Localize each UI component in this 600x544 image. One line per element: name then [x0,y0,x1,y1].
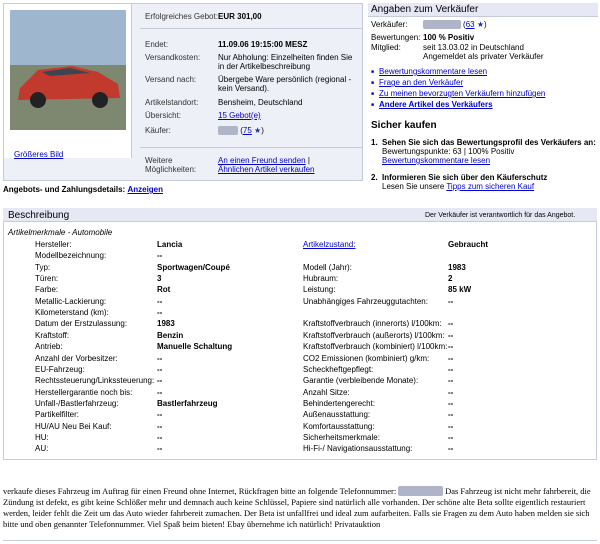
attribute-label: Unabhängiges Fahrzeuggutachten: [303,296,428,306]
description-text: verkaufe dieses Fahrzeug im Auftrag für einen Freund ohne Internet, Rückfragen bitte an folgende Telefonnummer: Das Fahrzeug ist nicht mehr fahrbereit, die Zündung ist defekt, es gibt keine Schlößer mehr und demnach auch keine Schlüssel, Papiere sind natürlich alle vorhanden. Der schöne alte Beta sollte eigentlich restauriert werden, leider fehlt die Zeit um das Auto wieder fahrbereit zumachen. Der Beta ist unfallfrei und ideal zum aufarbeiten. Falls sie Fragen zu dem Auto haben melden sie sich bitte und oben genannter Telefonnummer. Viel Spaß beim bieten! Ebay übernehme ich natürlich! Privatauktion [3,486,591,529]
attribute-value: -- [157,353,163,363]
attribute-label: Kraftstoffverbrauch (kombiniert) l/100km: [303,342,448,352]
star-icon: ★ [476,20,484,29]
attribute-label: Garantie (verbleibende Monate): [303,376,419,386]
attribute-label: Kilometerstand (km): [35,308,109,318]
attribute-label: Partikelfilter: [35,410,80,420]
attribute-value: -- [448,330,454,340]
buyer-name-link[interactable] [218,126,238,135]
attribute-label: Typ: [35,262,51,272]
attribute-value: Bastlerfahrzeug [157,398,218,408]
divider [140,147,362,148]
attribute-label: Türen: [35,274,59,284]
attribute-value: Rot [157,285,171,295]
attribute-value: -- [157,364,163,374]
show-payment-link[interactable]: Anzeigen [127,185,164,194]
attribute-value: -- [448,353,454,363]
ask-seller-link[interactable]: Frage an den Verkäufer [379,78,464,87]
attribute-label: Scheckheftgepflegt: [303,364,374,374]
attribute-label: EU-Fahrzeug: [35,364,85,374]
seller-info-heading: Angaben zum Verkäufer [368,3,598,17]
seller-score-link[interactable]: 63 [465,20,475,29]
attribute-label: HU: [35,432,49,442]
attribute-value: 2 [448,274,453,284]
other-items-link[interactable]: Andere Artikel des Verkäufers [379,100,493,109]
attribute-label: Leistung: [303,285,336,295]
payment-details: Angebots- und Zahlungsdetails: Anzeigen [3,185,164,194]
divider [3,540,597,541]
attribute-value: -- [157,410,163,420]
attribute-value: -- [157,376,163,386]
car-photo[interactable] [10,10,126,130]
attribute-value: -- [157,432,163,442]
ships-to: Übergebe Ware persönlich (regional - kein Versand). [218,75,352,93]
description-title: Beschreibung [8,210,70,221]
attribute-value: 1983 [448,262,466,272]
attribute-value: -- [448,296,454,306]
winning-bid: EUR 301,00 [218,12,262,21]
attribute-value: -- [448,364,454,374]
larger-image-link[interactable]: Größeres Bild [14,150,64,159]
attribute-label: Metallic-Lackierung: [35,296,107,306]
attribute-label: Farbe: [35,285,59,295]
attribute-value: -- [157,308,163,318]
attributes-category: Artikelmerkmale - Automobile [8,228,113,237]
attribute-label: Hubraum: [303,274,339,284]
attribute-value: Manuelle Schaltung [157,342,233,352]
attribute-value: -- [157,296,163,306]
attribute-value: -- [157,251,163,261]
attribute-value: -- [448,444,454,454]
bid-history-link[interactable]: 15 Gebot(e) [218,111,261,120]
buyer-score-link[interactable]: 75 [242,126,252,135]
attribute-value: -- [448,387,454,397]
attribute-value: Gebraucht [448,240,489,249]
attribute-value: 1983 [157,319,175,329]
attribute-label: Behindertengerecht: [303,398,376,408]
phone-number [398,486,443,496]
shipping-cost: Nur Abholung: Einzelheiten finden Sie in der Artikelbeschreibung [218,53,353,71]
condition-link[interactable]: Artikelzustand: [303,240,356,249]
attribute-value: Benzin [157,330,184,340]
sell-similar-link[interactable]: Ähnlichen Artikel verkaufen [218,165,315,174]
star-icon: ★ [254,126,262,135]
attribute-label: Kraftstoffverbrauch (innerorts) l/100km: [303,319,442,329]
attribute-label: Modell (Jahr): [303,262,352,272]
seller-responsibility-note: Der Verkäufer ist verantwortlich für das Angebot. [425,212,576,219]
attribute-label: Anzahl Sitze: [303,387,350,397]
attribute-label: Außenausstattung: [303,410,371,420]
attribute-value: -- [157,387,163,397]
attribute-value: -- [448,398,454,408]
attribute-value: -- [448,410,454,420]
attribute-label: Anzahl der Vorbesitzer: [35,353,118,363]
attribute-label: Unfall-/Bastlerfahrzeug: [35,398,119,408]
attribute-value: Lancia [157,240,183,249]
safe-buying-tips-link[interactable]: Tipps zum sicheren Kauf [446,182,535,191]
feedback-comments-link[interactable]: Bewertungskommentare lesen [382,156,491,165]
attribute-label: CO2 Emissionen (kombiniert) g/km: [303,353,430,363]
attribute-value: -- [157,421,163,431]
attribute-value: -- [157,444,163,454]
send-to-friend-link[interactable]: An einen Freund senden [218,156,306,165]
attribute-label: Modellbezeichnung: [35,251,107,261]
attribute-value: -- [448,342,454,352]
attribute-value: -- [448,421,454,431]
end-time: 11.09.06 19:15:00 MESZ [218,40,308,49]
divider [140,28,362,29]
attribute-label: Datum der Erstzulassung: [35,319,128,329]
attribute-label: Rechtssteuerung/Linkssteuerung: [35,376,155,386]
attribute-label: HU/AU Neu Bei Kauf: [35,421,112,431]
add-favorite-seller-link[interactable]: Zu meinen bevorzugten Verkäufern hinzufügen [379,89,546,98]
attribute-label: Antrieb: [35,342,63,352]
attribute-label: Hersteller: [35,240,72,249]
attribute-value: Sportwagen/Coupé [157,262,230,272]
attribute-label: Komfortausstattung: [303,421,375,431]
attribute-value: 85 kW [448,285,472,295]
attribute-label: Hi-Fi-/ Navigationsausstattung: [303,444,413,454]
safe-buying-heading: Sicher kaufen [371,120,437,131]
attribute-value: -- [448,432,454,442]
attribute-label: Herstellergarantie noch bis: [35,387,133,397]
item-location: Bensheim, Deutschland [218,98,303,107]
attribute-value: -- [448,319,454,329]
attribute-value: -- [448,376,454,386]
photo-panel [4,4,132,158]
attribute-label: Sicherheitsmerkmale: [303,432,380,442]
attribute-value: 3 [157,274,162,284]
attribute-label: Kraftstoff: [35,330,70,340]
attribute-label: Kraftstoffverbrauch (außerorts) l/100km: [303,330,445,340]
attribute-label: AU: [35,444,49,454]
read-feedback-link[interactable]: Bewertungskommentare lesen [379,67,488,76]
seller-name-link[interactable] [423,20,461,29]
